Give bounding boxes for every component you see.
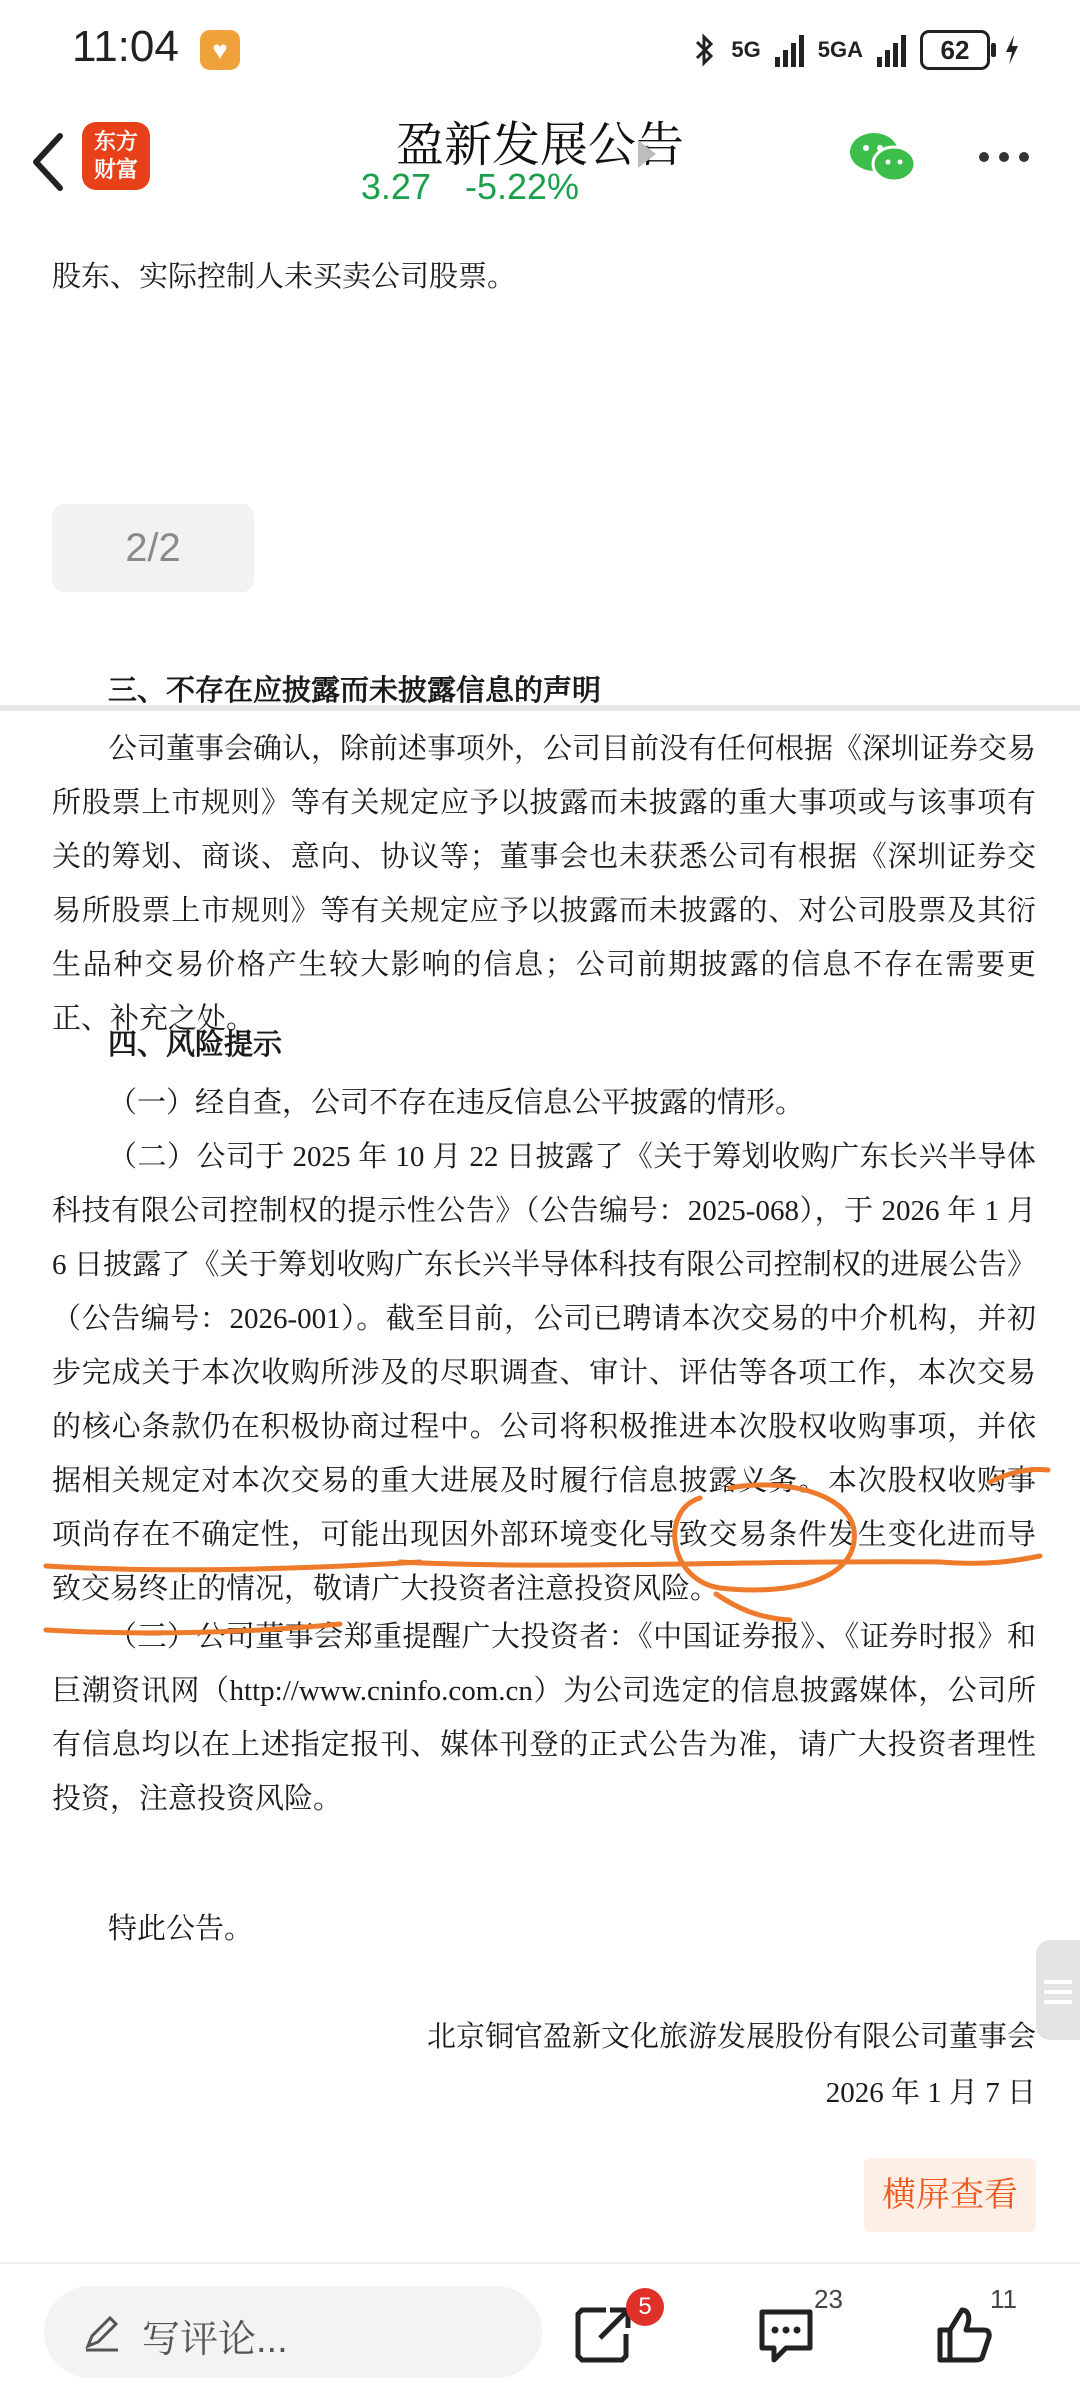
battery-icon: 62 [920, 30, 990, 70]
clock: 11:04 [72, 22, 179, 71]
logo-text-1: 东方 [93, 129, 138, 154]
signature: 北京铜官盈新文化旅游发展股份有限公司董事会 [426, 2021, 1036, 2053]
side-drawer-handle[interactable] [1036, 1940, 1080, 2040]
like-count: 11 [990, 2284, 1017, 2314]
notification-icon: ♥ [200, 30, 240, 70]
comment-input[interactable] [44, 2286, 542, 2378]
share-badge: 5 [626, 2288, 664, 2326]
section-3-body: 公司董事会确认，除前述事项外，公司目前没有任何根据《深圳证券交易所股票上市规则》等有关规定应予以披露而未披露的重大事项或与该事项有关的筹划、商谈、意向、协议等；董事会也未获悉公司有根据《深圳证券交易所股票上市规则》等有关规定应予以披露而未披露的、对公司股票及其衍生品种交易价格产生较大影响的信息；公司前期披露的信息不存在需要更正、补充之处。 [52, 733, 1037, 1035]
network-label-5ga: 5GA [817, 37, 863, 62]
comments-icon[interactable] [756, 2304, 816, 2364]
logo-text-2: 财富 [93, 157, 138, 182]
stock-change: -5.22% [465, 166, 580, 207]
comment-placeholder: 写评论... [142, 2319, 288, 2361]
comment-count: 23 [814, 2284, 843, 2314]
stock-price: 3.27 [360, 166, 431, 207]
page-title: 盈新发展公告 [395, 119, 684, 172]
risk-item-3: （三）公司董事会郑重提醒广大投资者：《中国证券报》、《证券时报》和巨潮资讯网（http://www.cninfo.com.cn）为公司选定的信息披露媒体，公司所有信息均以在上述指定报刊、媒体刊登的正式公告为准，请广大投资者理性投资，注意投资风险。 [52, 1621, 1036, 1815]
section-heading-4: 四、风险提示 [108, 1029, 283, 1061]
landscape-view-button[interactable]: 横屏查看 [864, 2158, 1036, 2232]
risk-item-1: （一）经自查，公司不存在违反信息公平披露的情形。 [108, 1087, 805, 1119]
page-indicator: 2/2 [52, 504, 254, 592]
previous-page-text: 股东、实际控制人未买卖公司股票。 [52, 261, 517, 293]
thumbs-up-icon[interactable] [934, 2304, 994, 2364]
pen-icon [82, 2312, 122, 2352]
closing-text: 特此公告。 [108, 1913, 254, 1945]
share-icon[interactable] [572, 2304, 632, 2364]
network-label-5g: 5G [731, 37, 761, 62]
announcement-date: 2026 年 1 月 7 日 [825, 2077, 1036, 2109]
risk-item-2: （二）公司于 2025 年 10 月 22 日披露了《关于筹划收购广东长兴半导体科技有限公司控制权的提示性公告》（公告编号：2025-068），于 2026 年 1 月 6 日披露了《关于筹划收购广东长兴半导体科技有限公司控制权的进展公告》（公告编号：2026-001）。截至目前，公司已聘请本次交易的中介机构，并初步完成关于本次收购所涉及的尽职调查、审计、评估等各项工作，本次交易的核心条款仍在积极协商过程中。公司将积极推进本次股权收购事项，并依据相关规定对本次交易的重大进展及时履行信息披露义务。本次股权收购事项尚存在不确定性，可能出现因外部环境变化导致交易条件发生变化进而导致交易终止的情况，敬请广大投资者注意投资风险。 [52, 1141, 1036, 1605]
section-heading-3: 三、不存在应披露而未披露信息的声明 [108, 675, 602, 707]
bottom-bar [0, 2262, 1080, 2402]
